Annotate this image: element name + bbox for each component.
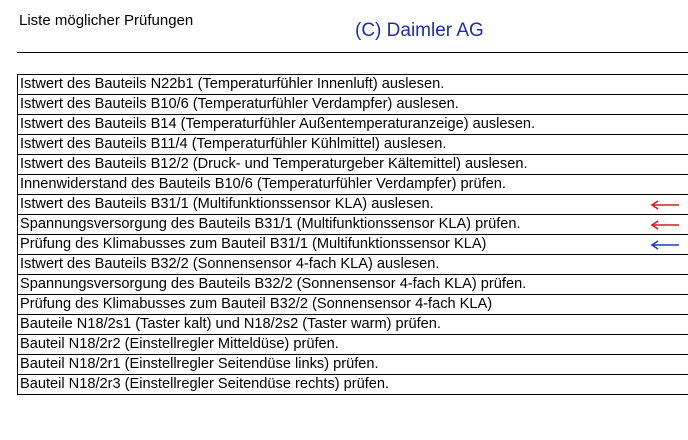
test-label: Innenwiderstand des Bauteils B10/6 (Temperaturfühler Verdampfer) prüfen. [20, 176, 506, 192]
test-label: Bauteil N18/2r3 (Einstellregler Seitendüse rechts) prüfen. [20, 376, 390, 392]
table-row[interactable] [18, 275, 688, 295]
test-cell[interactable] [18, 95, 688, 115]
red-left-arrow-icon [650, 220, 680, 230]
page-title: Liste möglicher Prüfungen [19, 12, 194, 29]
test-label: Istwert des Bauteils B11/4 (Temperaturfühler Kühlmittel) auslesen. [20, 136, 447, 152]
table-row[interactable] [18, 335, 688, 355]
table-row[interactable] [18, 255, 688, 275]
test-cell[interactable] [18, 115, 688, 135]
test-cell[interactable] [18, 355, 688, 375]
test-cell[interactable] [18, 235, 688, 255]
table-row[interactable] [18, 95, 688, 115]
test-label: Bauteil N18/2r1 (Einstellregler Seitendüse links) prüfen. [20, 356, 379, 372]
test-cell[interactable] [18, 375, 688, 395]
test-label: Bauteil N18/2r2 (Einstellregler Mitteldüse) prüfen. [20, 336, 339, 352]
test-label: Istwert des Bauteils B14 (Temperaturfühler Außentemperaturanzeige) auslesen. [20, 116, 536, 132]
test-cell[interactable] [18, 155, 688, 175]
test-cell[interactable] [18, 75, 688, 95]
tests-table [17, 74, 688, 395]
table-row[interactable] [18, 235, 688, 255]
test-cell[interactable] [18, 135, 688, 155]
tests-table-body [18, 75, 688, 395]
test-label: Spannungsversorgung des Bauteils B31/1 (Multifunktionssensor KLA) prüfen. [20, 216, 521, 232]
test-label: Istwert des Bauteils B31/1 (Multifunktionssensor KLA) auslesen. [20, 196, 434, 212]
test-cell[interactable] [18, 195, 688, 215]
test-label: Prüfung des Klimabusses zum Bauteil B31/1 (Multifunktionssensor KLA) [20, 236, 487, 252]
table-row[interactable] [18, 175, 688, 195]
test-label: Istwert des Bauteils B32/2 (Sonnensensor 4-fach KLA) auslesen. [20, 256, 440, 272]
test-cell[interactable] [18, 275, 688, 295]
header-divider [17, 52, 688, 53]
table-row[interactable] [18, 215, 688, 235]
table-row[interactable] [18, 155, 688, 175]
red-left-arrow-icon [650, 200, 680, 210]
table-row[interactable] [18, 315, 688, 335]
test-cell[interactable] [18, 315, 688, 335]
copyright-notice: (C) Daimler AG [355, 20, 484, 41]
test-label: Prüfung des Klimabusses zum Bauteil B32/2 (Sonnensensor 4-fach KLA) [20, 296, 493, 312]
test-label: Istwert des Bauteils B10/6 (Temperaturfühler Verdampfer) auslesen. [20, 96, 459, 112]
blue-left-arrow-icon [650, 240, 680, 250]
test-label: Istwert des Bauteils B12/2 (Druck- und Temperaturgeber Kältemittel) auslesen. [20, 156, 528, 172]
table-row[interactable] [18, 195, 688, 215]
table-row[interactable] [18, 355, 688, 375]
test-cell[interactable] [18, 175, 688, 195]
test-cell[interactable] [18, 335, 688, 355]
test-label: Istwert des Bauteils N22b1 (Temperaturfühler Innenluft) auslesen. [20, 76, 445, 92]
test-cell[interactable] [18, 295, 688, 315]
table-row[interactable] [18, 295, 688, 315]
test-label: Spannungsversorgung des Bauteils B32/2 (Sonnensensor 4-fach KLA) prüfen. [20, 276, 527, 292]
test-label: Bauteile N18/2s1 (Taster kalt) und N18/2s2 (Taster warm) prüfen. [20, 316, 441, 332]
table-row[interactable] [18, 375, 688, 395]
table-row[interactable] [18, 135, 688, 155]
table-row[interactable] [18, 115, 688, 135]
test-cell[interactable] [18, 215, 688, 235]
table-row[interactable] [18, 75, 688, 95]
test-cell[interactable] [18, 255, 688, 275]
